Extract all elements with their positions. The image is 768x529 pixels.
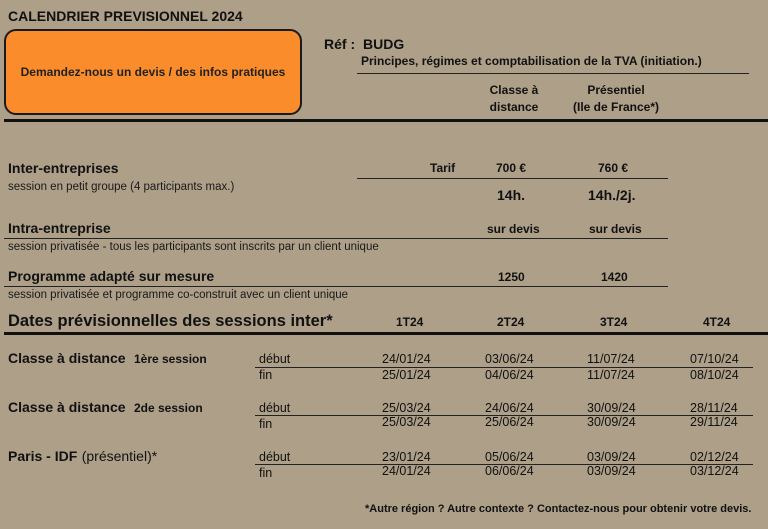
end-label: fin (259, 368, 273, 382)
inter-price-distance: 700 € (496, 161, 527, 175)
date-cell: 08/10/24 (690, 368, 739, 382)
intra-title: Intra-entreprise (8, 220, 111, 236)
session-group-label (8, 399, 203, 417)
date-cell: 04/06/24 (485, 368, 534, 382)
intra-subtitle: session privatisée - tous les participants sont inscrits par un client unique (8, 241, 379, 253)
inter-subtitle: session en petit groupe (4 participants max.) (8, 181, 235, 193)
intra-presentiel: sur devis (589, 222, 642, 236)
date-cell: 25/03/24 (382, 401, 431, 415)
start-label: début (259, 352, 291, 366)
divider (4, 119, 768, 122)
session-group-name: Classe à distance (8, 350, 126, 366)
divider (357, 73, 749, 74)
end-label: fin (259, 466, 273, 480)
date-cell: 24/01/24 (382, 464, 431, 478)
session-group-qualifier: 1ère session (133, 352, 207, 366)
session-group-qualifier: 2de session (133, 401, 203, 415)
session-group-qualifier: (présentiel)* (81, 448, 158, 464)
footnote: *Autre région ? Autre contexte ? Contactez-nous pour obtenir votre devis. (365, 503, 752, 515)
column-header-presentiel (556, 82, 676, 116)
date-cell: 06/06/24 (485, 464, 534, 478)
date-cell: 03/09/24 (587, 450, 636, 464)
date-cell: 02/12/24 (690, 450, 739, 464)
date-cell: 03/09/24 (587, 464, 636, 478)
inter-duration-distance: 14h. (497, 187, 526, 203)
divider (4, 332, 768, 335)
column-header-distance-line1: Classe à (489, 83, 539, 97)
date-cell: 25/01/24 (382, 368, 431, 382)
date-cell: 05/06/24 (485, 450, 534, 464)
divider (4, 286, 668, 287)
session-group-label (8, 350, 207, 368)
date-cell: 11/07/24 (587, 368, 635, 382)
start-label: début (259, 401, 291, 415)
column-header-distance (478, 82, 550, 116)
programme-subtitle: session privatisée et programme co-construit avec un client unique (8, 289, 349, 301)
column-header-presentiel-line2: (Ile de France*) (572, 100, 660, 114)
date-cell: 24/06/24 (485, 401, 534, 415)
session-group-name: Paris - IDF (8, 448, 78, 464)
divider (357, 178, 668, 179)
inter-price-presentiel: 760 € (598, 161, 629, 175)
ref-label: Réf : (324, 36, 356, 52)
programme-title: Programme adapté sur mesure (8, 268, 215, 284)
date-cell: 28/11/24 (690, 401, 738, 415)
quarter-header: 3T24 (600, 315, 628, 329)
date-cell: 24/01/24 (382, 352, 431, 366)
session-group-name: Classe à distance (8, 399, 126, 415)
date-cell: 07/10/24 (690, 352, 739, 366)
tarif-label: Tarif (430, 161, 456, 175)
end-label: fin (259, 417, 273, 431)
date-cell: 11/07/24 (587, 352, 635, 366)
divider (4, 238, 668, 239)
course-title: Principes, régimes et comptabilisation de la TVA (initiation.) (361, 54, 702, 68)
date-cell: 03/06/24 (485, 352, 534, 366)
programme-distance: 1250 (498, 270, 525, 284)
column-header-presentiel-line1: Présentiel (587, 83, 645, 97)
inter-title: Inter-entreprises (8, 160, 119, 176)
quarter-header: 4T24 (703, 315, 731, 329)
dates-title: Dates prévisionnelles des sessions inter* (8, 312, 333, 330)
programme-presentiel: 1420 (601, 270, 628, 284)
ref-code: BUDG (363, 36, 405, 52)
session-group-label (8, 448, 157, 466)
inter-duration-presentiel: 14h./2j. (588, 187, 636, 203)
start-label: début (259, 450, 291, 464)
date-cell: 29/11/24 (690, 415, 738, 429)
intra-distance: sur devis (487, 222, 540, 236)
column-header-distance-line2: distance (489, 100, 539, 114)
quarter-header: 2T24 (497, 315, 525, 329)
date-cell: 23/01/24 (382, 450, 431, 464)
date-cell: 25/03/24 (382, 415, 431, 429)
date-cell: 30/09/24 (587, 415, 636, 429)
page-title: CALENDRIER PREVISIONNEL 2024 (8, 8, 243, 24)
date-cell: 30/09/24 (587, 401, 636, 415)
date-cell: 25/06/24 (485, 415, 534, 429)
quarter-header: 1T24 (396, 315, 424, 329)
quote-request-button[interactable]: Demandez-nous un devis / des infos pratiques (4, 29, 302, 115)
date-cell: 03/12/24 (690, 464, 739, 478)
